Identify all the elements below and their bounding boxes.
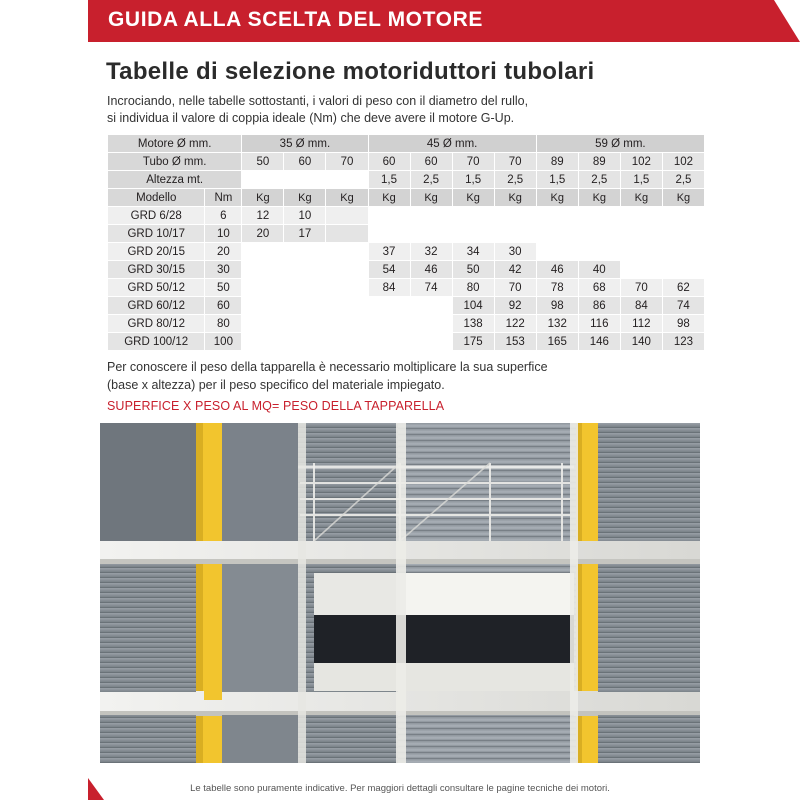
cell-tubo-3: 60 <box>368 153 410 171</box>
cell-modello: GRD 50/12 <box>108 279 205 297</box>
cell-col-nm: Nm <box>205 189 242 207</box>
cell-value: 138 <box>452 315 494 333</box>
cell-value: 86 <box>578 297 620 315</box>
cell-value <box>578 243 620 261</box>
cell-modello: GRD 10/17 <box>108 225 205 243</box>
table-row-kg-header <box>108 189 705 207</box>
cell-value: 30 <box>494 243 536 261</box>
selection-table-wrapper <box>107 134 705 351</box>
cell-value: 84 <box>368 279 410 297</box>
cell-value <box>662 225 704 243</box>
cell-kg-4: Kg <box>410 189 452 207</box>
note-line-1: Per conoscere il peso della tapparella è necessario moltiplicare la sua superfice <box>107 360 548 374</box>
cell-tubo-10: 102 <box>662 153 704 171</box>
cell-value <box>452 207 494 225</box>
cell-nm: 10 <box>205 225 242 243</box>
table-row <box>108 261 705 279</box>
cell-value: 46 <box>536 261 578 279</box>
cell-value: 42 <box>494 261 536 279</box>
cell-altezza-0 <box>242 171 284 189</box>
cell-value: 123 <box>662 333 704 351</box>
cell-tubo-0: 50 <box>242 153 284 171</box>
cell-nm: 100 <box>205 333 242 351</box>
cell-modello: GRD 80/12 <box>108 315 205 333</box>
cell-value <box>326 225 368 243</box>
cell-value: 122 <box>494 315 536 333</box>
cell-value <box>662 243 704 261</box>
cell-value <box>620 207 662 225</box>
cell-value: 98 <box>536 297 578 315</box>
table-row <box>108 333 705 351</box>
cell-tubo-9: 102 <box>620 153 662 171</box>
cell-value <box>368 333 410 351</box>
cell-group-35: 35 Ø mm. <box>242 135 368 153</box>
cell-kg-6: Kg <box>494 189 536 207</box>
cell-tubo-6: 70 <box>494 153 536 171</box>
table-row <box>108 243 705 261</box>
cell-kg-2: Kg <box>326 189 368 207</box>
footer-corner-mark <box>88 778 104 800</box>
cell-nm: 6 <box>205 207 242 225</box>
cell-value <box>368 315 410 333</box>
cell-value <box>326 297 368 315</box>
intro-line-2: si individua il valore di coppia ideale (Nm) che deve avere il motore G-Up. <box>107 111 515 125</box>
cell-value: 50 <box>452 261 494 279</box>
cell-value: 74 <box>410 279 452 297</box>
cell-kg-10: Kg <box>662 189 704 207</box>
cell-value <box>284 315 326 333</box>
table-row <box>108 279 705 297</box>
cell-value: 78 <box>536 279 578 297</box>
cell-value <box>242 279 284 297</box>
cell-altezza-2 <box>326 171 368 189</box>
cell-value <box>620 243 662 261</box>
cell-value: 32 <box>410 243 452 261</box>
cell-altezza-9: 1,5 <box>620 171 662 189</box>
note-line-2: (base x altezza) per il peso specifico del materiale impiegato. <box>107 378 445 392</box>
cell-value: 34 <box>452 243 494 261</box>
cell-tubo-2: 70 <box>326 153 368 171</box>
cell-altezza-label: Altezza mt. <box>108 171 242 189</box>
cell-value <box>620 261 662 279</box>
building-photo-graphic <box>100 423 700 763</box>
cell-value <box>242 261 284 279</box>
cell-value: 84 <box>620 297 662 315</box>
cell-altezza-8: 2,5 <box>578 171 620 189</box>
cell-modello: GRD 20/15 <box>108 243 205 261</box>
cell-value <box>410 207 452 225</box>
table-row-motore <box>108 135 705 153</box>
cell-tubo-7: 89 <box>536 153 578 171</box>
cell-value <box>410 225 452 243</box>
cell-value <box>326 261 368 279</box>
cell-value <box>284 243 326 261</box>
cell-value <box>242 333 284 351</box>
cell-value <box>662 261 704 279</box>
cell-value <box>326 315 368 333</box>
cell-kg-7: Kg <box>536 189 578 207</box>
cell-kg-5: Kg <box>452 189 494 207</box>
cell-value <box>410 315 452 333</box>
page-title: GUIDA ALLA SCELTA DEL MOTORE <box>108 8 483 31</box>
cell-altezza-4: 2,5 <box>410 171 452 189</box>
cell-value: 68 <box>578 279 620 297</box>
cell-value <box>284 333 326 351</box>
cell-value: 40 <box>578 261 620 279</box>
cell-tubo-8: 89 <box>578 153 620 171</box>
cell-value: 146 <box>578 333 620 351</box>
formula-text: SUPERFICE X PESO AL MQ= PESO DELLA TAPPARELLA <box>107 399 445 413</box>
table-row-tubo <box>108 153 705 171</box>
cell-value <box>578 207 620 225</box>
cell-value: 70 <box>494 279 536 297</box>
cell-modello: GRD 60/12 <box>108 297 205 315</box>
cell-value: 62 <box>662 279 704 297</box>
cell-value: 116 <box>578 315 620 333</box>
cell-value: 165 <box>536 333 578 351</box>
cell-value <box>284 261 326 279</box>
cell-value: 104 <box>452 297 494 315</box>
cell-value: 46 <box>410 261 452 279</box>
cell-value: 175 <box>452 333 494 351</box>
cell-value <box>284 279 326 297</box>
cell-modello: GRD 100/12 <box>108 333 205 351</box>
cell-value <box>494 207 536 225</box>
cell-value: 54 <box>368 261 410 279</box>
cell-value <box>662 207 704 225</box>
building-photo <box>100 423 700 763</box>
cell-value <box>620 225 662 243</box>
intro-paragraph <box>107 93 707 127</box>
selection-table <box>107 134 705 351</box>
cell-altezza-1 <box>284 171 326 189</box>
cell-value <box>410 297 452 315</box>
note-paragraph <box>107 358 727 394</box>
cell-value <box>578 225 620 243</box>
cell-value: 20 <box>242 225 284 243</box>
cell-value: 70 <box>620 279 662 297</box>
cell-value <box>326 279 368 297</box>
cell-tubo-label: Tubo Ø mm. <box>108 153 242 171</box>
cell-nm: 20 <box>205 243 242 261</box>
cell-altezza-7: 1,5 <box>536 171 578 189</box>
cell-altezza-6: 2,5 <box>494 171 536 189</box>
intro-line-1: Incrociando, nelle tabelle sottostanti, i valori di peso con il diametro del rullo, <box>107 94 529 108</box>
cell-value <box>536 207 578 225</box>
cell-kg-8: Kg <box>578 189 620 207</box>
cell-value: 12 <box>242 207 284 225</box>
cell-value: 37 <box>368 243 410 261</box>
photo-caption: Le tabelle sono puramente indicative. Per maggiori dettagli consultare le pagine tecniche dei motori. <box>190 783 610 794</box>
cell-nm: 60 <box>205 297 242 315</box>
table-row <box>108 315 705 333</box>
cell-value <box>284 297 326 315</box>
cell-value: 153 <box>494 333 536 351</box>
cell-modello: GRD 6/28 <box>108 207 205 225</box>
cell-tubo-1: 60 <box>284 153 326 171</box>
cell-value: 10 <box>284 207 326 225</box>
cell-motore-label: Motore Ø mm. <box>108 135 242 153</box>
cell-kg-1: Kg <box>284 189 326 207</box>
cell-value <box>368 225 410 243</box>
cell-value <box>242 297 284 315</box>
cell-tubo-5: 70 <box>452 153 494 171</box>
cell-nm: 30 <box>205 261 242 279</box>
table-row <box>108 207 705 225</box>
cell-tubo-4: 60 <box>410 153 452 171</box>
cell-kg-0: Kg <box>242 189 284 207</box>
cell-altezza-10: 2,5 <box>662 171 704 189</box>
cell-altezza-3: 1,5 <box>368 171 410 189</box>
cell-value <box>536 243 578 261</box>
cell-value <box>452 225 494 243</box>
table-row <box>108 297 705 315</box>
cell-value <box>368 297 410 315</box>
cell-value <box>494 225 536 243</box>
cell-value <box>326 243 368 261</box>
cell-col-modello: Modello <box>108 189 205 207</box>
cell-value: 132 <box>536 315 578 333</box>
cell-group-45: 45 Ø mm. <box>368 135 536 153</box>
cell-value <box>410 333 452 351</box>
cell-value: 98 <box>662 315 704 333</box>
table-row-altezza <box>108 171 705 189</box>
cell-value <box>536 225 578 243</box>
cell-modello: GRD 30/15 <box>108 261 205 279</box>
cell-group-59: 59 Ø mm. <box>536 135 704 153</box>
cell-value <box>326 207 368 225</box>
table-row <box>108 225 705 243</box>
cell-value <box>242 315 284 333</box>
cell-kg-3: Kg <box>368 189 410 207</box>
cell-value: 17 <box>284 225 326 243</box>
cell-value: 74 <box>662 297 704 315</box>
cell-nm: 50 <box>205 279 242 297</box>
cell-value <box>326 333 368 351</box>
cell-nm: 80 <box>205 315 242 333</box>
cell-altezza-5: 1,5 <box>452 171 494 189</box>
cell-value: 112 <box>620 315 662 333</box>
cell-value <box>368 207 410 225</box>
cell-value <box>242 243 284 261</box>
cell-value: 140 <box>620 333 662 351</box>
cell-kg-9: Kg <box>620 189 662 207</box>
cell-value: 92 <box>494 297 536 315</box>
cell-value: 80 <box>452 279 494 297</box>
section-title: Tabelle di selezione motoriduttori tubolari <box>106 58 595 85</box>
